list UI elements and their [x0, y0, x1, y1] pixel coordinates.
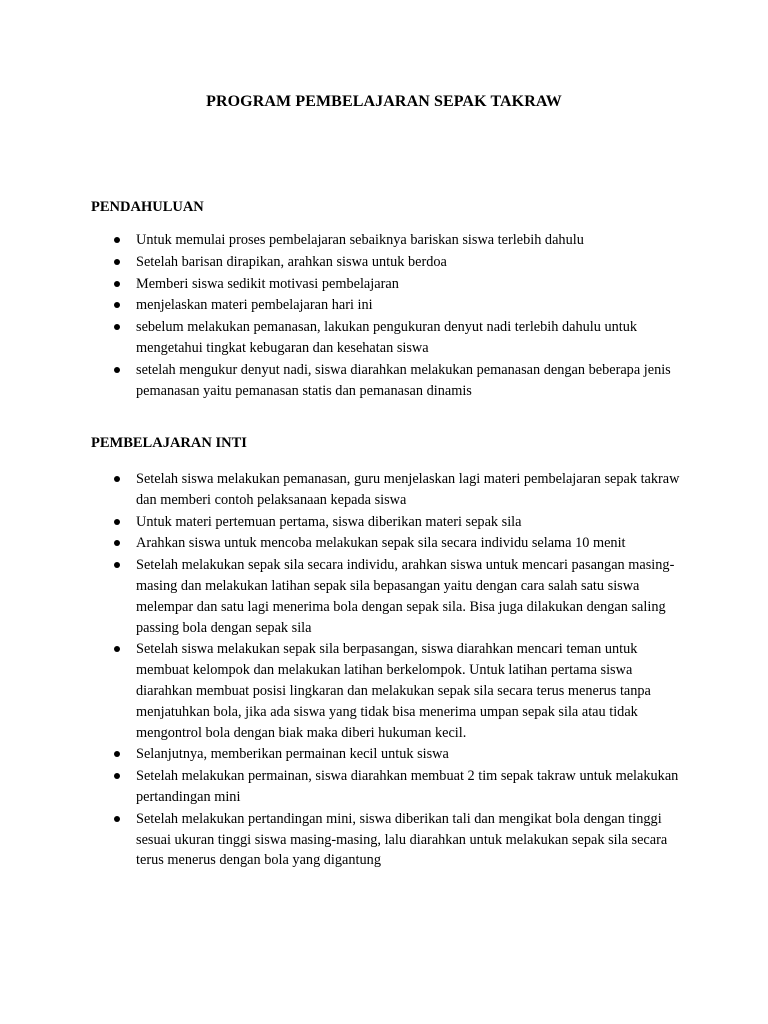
section-heading: PEMBELAJARAN INTI	[91, 435, 247, 451]
bullet-list	[91, 469, 691, 871]
list-item-text: Selanjutnya, memberikan permainan kecil untuk siswa	[136, 746, 449, 763]
bullet-icon	[114, 281, 120, 287]
list-item-text: Setelah melakukan sepak sila secara individu, arahkan siswa untuk mencari pasangan masing-masing dan melakukan latihan sepak sila bepasangan yaitu dengan cara salah satu siswa melempar dan satu lagi menerima bola dengan sepak sila. Bisa juga dilakukan dengan saling passing bola dengan sepak sila	[136, 557, 675, 636]
bullet-icon	[114, 540, 120, 546]
list-item	[91, 360, 691, 402]
list-item-text: Setelah melakukan permainan, siswa diarahkan membuat 2 tim sepak takraw untuk melakukan pertandingan mini	[136, 768, 679, 805]
list-item-text: setelah mengukur denyut nadi, siswa diarahkan melakukan pemanasan dengan beberapa jenis pemanasan yaitu pemanasan statis dan pemanasan dinamis	[136, 361, 671, 399]
list-item	[91, 252, 691, 273]
list-item	[91, 639, 691, 743]
bullet-icon	[114, 367, 120, 373]
list-item	[91, 230, 691, 251]
list-item-text: Untuk materi pertemuan pertama, siswa diberikan materi sepak sila	[136, 513, 522, 530]
list-item-text: Setelah melakukan pertandingan mini, siswa diberikan tali dan mengikat bola dengan tinggi sesuai ukuran tinggi siswa masing-masing, lalu diarahkan untuk melakukan sepak sila secara terus menerus dengan bola yang digantung	[136, 810, 668, 869]
list-item-text: Arahkan siswa untuk mencoba melakukan sepak sila secara individu selama 10 menit	[136, 535, 626, 552]
list-item	[91, 274, 691, 295]
bullet-icon	[114, 562, 120, 568]
bullet-icon	[114, 519, 120, 525]
bullet-icon	[114, 302, 120, 308]
list-item	[91, 809, 691, 871]
list-item-text: Untuk memulai proses pembelajaran sebaiknya bariskan siswa terlebih dahulu	[136, 232, 584, 248]
list-item	[91, 295, 691, 316]
bullet-icon	[114, 751, 120, 757]
list-item-text: sebelum melakukan pemanasan, lakukan pengukuran denyut nadi terlebih dahulu untuk mengetahui tingkat kebugaran dan kesehatan siswa	[136, 319, 638, 356]
section-heading: PENDAHULUAN	[91, 199, 204, 215]
list-item	[91, 469, 691, 511]
list-item-text: Memberi siswa sedikit motivasi pembelajaran	[136, 275, 399, 292]
bullet-icon	[114, 324, 120, 330]
section-pendahuluan	[91, 197, 691, 402]
list-item	[91, 512, 691, 533]
list-item	[91, 555, 691, 638]
list-item-text: Setelah barisan dirapikan, arahkan siswa untuk berdoa	[136, 253, 447, 270]
list-item	[91, 766, 691, 808]
bullet-list	[91, 230, 691, 401]
section-pembelajaran-inti	[91, 433, 691, 872]
document-title: PROGRAM PEMBELAJARAN SEPAK TAKRAW	[206, 93, 562, 110]
list-item-text: Setelah siswa melakukan sepak sila berpasangan, siswa diarahkan mencari teman untuk membuat kelompok dan melakukan latihan berkelompok. Untuk latihan pertama siswa diarahkan membuat posisi lingkaran dan melakukan sepak sila secara terus menerus tanpa menjatuhkan bola, jika ada siswa yang tidak bisa menerima umpan sepak sila atau tidak mengontrol bola dengan biak maka diberi hukuman kecil.	[136, 641, 651, 741]
list-item-text: menjelaskan materi pembelajaran hari ini	[136, 297, 373, 314]
list-item	[91, 533, 691, 554]
bullet-icon	[114, 237, 120, 243]
list-item	[91, 317, 691, 359]
bullet-icon	[114, 259, 120, 265]
list-item-text: Setelah siswa melakukan pemanasan, guru menjelaskan lagi materi pembelajaran sepak takraw dan memberi contoh pelaksanaan kepada siswa	[136, 471, 680, 508]
bullet-icon	[114, 646, 120, 652]
bullet-icon	[114, 773, 120, 779]
bullet-icon	[114, 476, 120, 482]
bullet-icon	[114, 816, 120, 822]
list-item	[91, 744, 691, 765]
